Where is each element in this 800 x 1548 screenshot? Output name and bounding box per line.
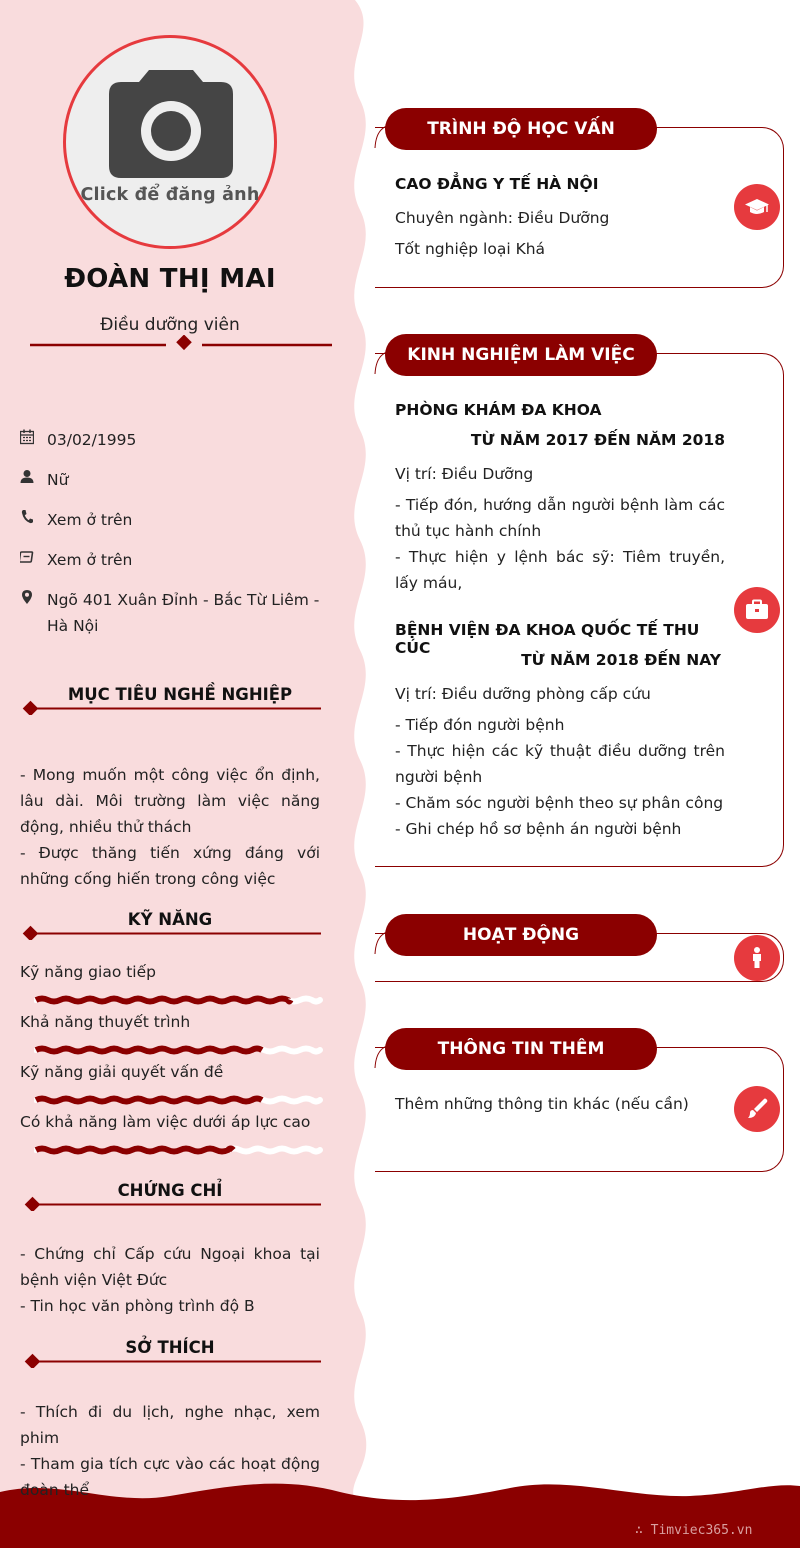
- job-position: Vị trí: Điều dưỡng phòng cấp cứu: [395, 685, 651, 703]
- job-company: BỆNH VIỆN ĐA KHOA QUỐC TẾ THU CÚC: [395, 621, 700, 657]
- job-duty: - Tiếp đón, hướng dẫn người bệnh làm các thủ tục hành chính: [395, 496, 725, 540]
- job-title: Điều dưỡng viên: [100, 315, 240, 335]
- activities-heading: HOẠT ĐỘNG: [385, 914, 657, 956]
- hobbies-heading: [20, 1338, 322, 1368]
- education-school: CAO ĐẲNG Y TẾ HÀ NỘI: [395, 175, 599, 193]
- heading-divider: [20, 685, 322, 715]
- certificate-line: - Tin học văn phòng trình độ B: [20, 1297, 255, 1315]
- phone-icon: [20, 509, 34, 525]
- education-grade: Tốt nghiệp loại Khá: [395, 240, 546, 258]
- job-duties: [395, 492, 725, 596]
- hobby-line: - Thích đi du lịch, nghe nhạc, xem phim: [20, 1403, 320, 1447]
- hobbies-heading-label: SỞ THÍCH: [125, 1338, 215, 1357]
- certificates-text: [20, 1241, 320, 1319]
- calendar-icon: [20, 429, 34, 445]
- watermark: ∴ Timviec365.vn: [635, 1523, 753, 1538]
- email-value: Xem ở trên: [47, 551, 133, 569]
- experience-heading: KINH NGHIỆM LÀM VIỆC: [385, 334, 657, 376]
- address-row: [20, 587, 320, 639]
- skill-level-bar: [34, 993, 324, 1007]
- skill-level-bar: [34, 1143, 324, 1157]
- email-icon: [20, 549, 34, 565]
- education-major: Chuyên ngành: Điều Dưỡng: [395, 209, 610, 227]
- job-position: Vị trí: Điều Dưỡng: [395, 465, 534, 483]
- skills-heading: [20, 910, 322, 940]
- phone-row: [20, 507, 320, 533]
- location-pin-icon: [20, 589, 34, 605]
- certificates-heading: [20, 1181, 322, 1211]
- education-heading: TRÌNH ĐỘ HỌC VẤN: [385, 108, 657, 150]
- skill-label: Khả năng thuyết trình: [20, 1013, 191, 1031]
- dob-row: [20, 427, 320, 453]
- gender-row: [20, 467, 320, 493]
- skill-label: Có khả năng làm việc dưới áp lực cao: [20, 1113, 311, 1131]
- certificates-heading-label: CHỨNG CHỈ: [117, 1181, 223, 1200]
- phone-value: Xem ở trên: [47, 511, 133, 529]
- job-period: TỪ NĂM 2018 ĐẾN NAY: [521, 651, 721, 669]
- heading-divider: [20, 1338, 322, 1368]
- skill-bar-fill: [36, 1149, 233, 1152]
- full-name: ĐOÀN THỊ MAI: [64, 264, 276, 294]
- job-company: PHÒNG KHÁM ĐA KHOA: [395, 401, 602, 419]
- job-duty: - Thực hiện y lệnh bác sỹ: Tiêm truyền, lấy máu,: [395, 548, 725, 592]
- email-row: [20, 547, 320, 573]
- objective-line: - Được thăng tiến xứng đáng với những cống hiến trong công việc: [20, 844, 320, 888]
- avatar-caption: Click để đăng ảnh: [80, 185, 260, 205]
- certificate-line: - Chứng chỉ Cấp cứu Ngoại khoa tại bệnh viện Việt Đức: [20, 1245, 320, 1289]
- dob-value: 03/02/1995: [47, 431, 137, 449]
- name-divider: [30, 335, 332, 355]
- heading-divider: [20, 910, 322, 940]
- extra-text: Thêm những thông tin khác (nếu cần): [395, 1095, 689, 1113]
- skill-level-bar: [34, 1043, 324, 1057]
- heading-divider: [20, 1181, 322, 1211]
- skill-label: Kỹ năng giải quyết vấn đề: [20, 1063, 224, 1081]
- avatar-upload[interactable]: [63, 35, 277, 249]
- objective-text: [20, 762, 320, 892]
- extra-heading: THÔNG TIN THÊM: [385, 1028, 657, 1070]
- skill-level-bar: [34, 1093, 324, 1107]
- graduation-cap-icon: [734, 184, 780, 230]
- job-duty: - Tiếp đón người bệnh: [395, 716, 565, 734]
- hobby-line: - Tham gia tích cực vào các hoạt động đoàn thể: [20, 1455, 320, 1499]
- gender-value: Nữ: [47, 471, 69, 489]
- briefcase-icon: [734, 587, 780, 633]
- skill-label: Kỹ năng giao tiếp: [20, 963, 156, 981]
- job-duty: - Ghi chép hồ sơ bệnh án người bệnh: [395, 820, 682, 838]
- skill-bar-fill: [36, 1049, 262, 1052]
- skill-bar-fill: [36, 999, 291, 1002]
- skills-heading-label: KỸ NĂNG: [127, 910, 213, 929]
- objective-heading: [20, 685, 322, 715]
- job-duty: - Chăm sóc người bệnh theo sự phân công: [395, 794, 724, 812]
- hobbies-text: [20, 1399, 320, 1503]
- person-icon: [734, 935, 780, 981]
- job-period: TỪ NĂM 2017 ĐẾN NĂM 2018: [470, 431, 725, 449]
- objective-heading-label: MỤC TIÊU NGHỀ NGHIỆP: [67, 685, 293, 704]
- skill-bar-fill: [36, 1099, 262, 1102]
- camera-icon: [109, 70, 233, 178]
- address-value: Ngõ 401 Xuân Đỉnh - Bắc Từ Liêm - Hà Nội: [47, 591, 320, 635]
- user-icon: [20, 469, 34, 485]
- job-duties: [395, 712, 725, 842]
- paint-brush-icon: [734, 1086, 780, 1132]
- job-duty: - Thực hiện các kỹ thuật điều dưỡng trên người bệnh: [395, 742, 725, 786]
- objective-line: - Mong muốn một công việc ổn định, lâu dài. Môi trường làm việc năng động, nhiều thử thách: [20, 766, 320, 836]
